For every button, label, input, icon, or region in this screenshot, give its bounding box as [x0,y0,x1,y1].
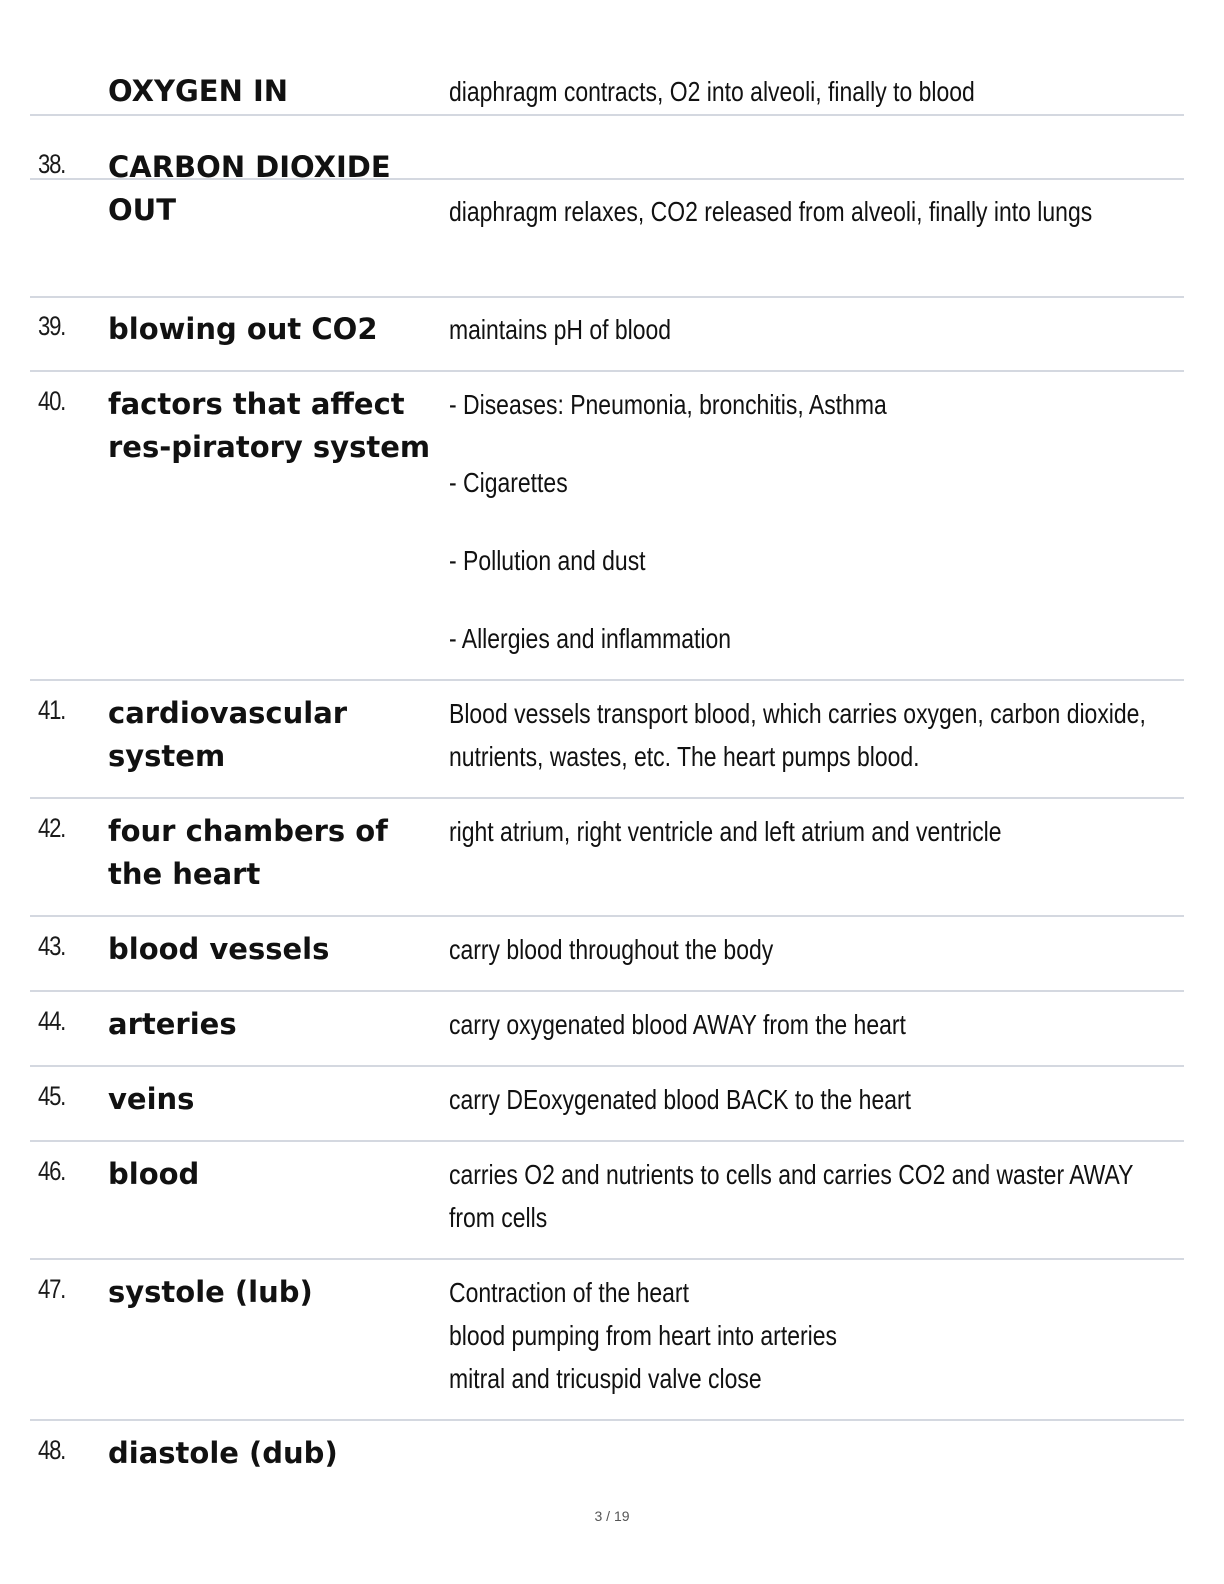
definition-line: Blood vessels transport blood, which carries oxygen, carbon dioxide, nutrients, wastes, etc. The heart pumps blood. [449,698,1146,772]
definition-line: - Diseases: Pneumonia, bronchitis, Asthma [449,389,887,420]
flashcard-row [30,810,1184,917]
definition [449,1271,1187,1400]
card-number: 46. [38,1156,66,1186]
flashcard-row [30,146,1184,298]
definition-line: mitral and tricuspid valve close [449,1363,762,1394]
flashcard-row [30,1271,1184,1421]
definition-line: carry oxygenated blood AWAY from the heart [449,1009,906,1040]
term: OXYGEN IN [108,74,289,108]
flashcard-row [30,692,1184,799]
flashcard-row [30,928,1184,992]
card-number: 38. [38,149,66,179]
term: cardiovascular system [108,696,348,773]
flashcard-row [30,1003,1184,1067]
flashcard-row [30,1153,1184,1260]
term: CARBON DIOXIDE OUT [108,150,391,227]
definition-line: maintains pH of blood [449,314,672,345]
card-number: 40. [38,386,66,416]
definition-line: diaphragm relaxes, CO2 released from alveoli, finally into lungs [449,196,1093,227]
definition-line: diaphragm contracts, O2 into alveoli, finally to blood [449,76,975,107]
card-number: 45. [38,1081,66,1111]
flashcard-row [30,383,1184,681]
card-number: 43. [38,931,66,961]
card-number: 47. [38,1274,66,1304]
card-number: 41. [38,695,66,725]
page-number: 3 / 19 [594,1508,630,1524]
flashcard-row [30,308,1184,372]
definition-line: carry DEoxygenated blood BACK to the heart [449,1084,912,1115]
term: blood vessels [108,932,330,966]
flashcard-row [30,70,1184,116]
card-number: 48. [38,1435,66,1465]
card-number: 42. [38,813,66,843]
term: diastole (dub) [108,1436,338,1470]
term: systole (lub) [108,1275,313,1309]
definition-line: carry blood throughout the body [449,934,774,965]
definition [449,383,1187,660]
flashcard-row [30,1432,1184,1482]
term: factors that affect res-piratory system [108,387,431,464]
term: blowing out CO2 [108,312,378,346]
definition-line: - Cigarettes [449,467,568,498]
definition [449,1078,1187,1121]
flashcard-row [30,1078,1184,1142]
definition [449,1153,1171,1239]
definition [449,70,1187,113]
definition [449,692,1171,778]
definition-line: Contraction of the heart [449,1277,689,1308]
definition-line: blood pumping from heart into arteries [449,1320,837,1351]
definition [449,1003,1187,1046]
term: blood [108,1157,200,1191]
term: arteries [108,1007,237,1041]
definition-line: - Pollution and dust [449,545,646,576]
definition [449,810,1187,853]
card-number: 39. [38,311,66,341]
definition-line: right atrium, right ventricle and left atrium and ventricle [449,816,1002,847]
definition-line: - Allergies and inflammation [449,623,732,654]
definition [449,928,1187,971]
term: veins [108,1082,195,1116]
definition [449,190,1187,233]
term: four chambers of the heart [108,814,388,891]
card-number: 44. [38,1006,66,1036]
definition [449,308,1187,351]
definition-line: carries O2 and nutrients to cells and carries CO2 and waster AWAY from cells [449,1159,1134,1233]
